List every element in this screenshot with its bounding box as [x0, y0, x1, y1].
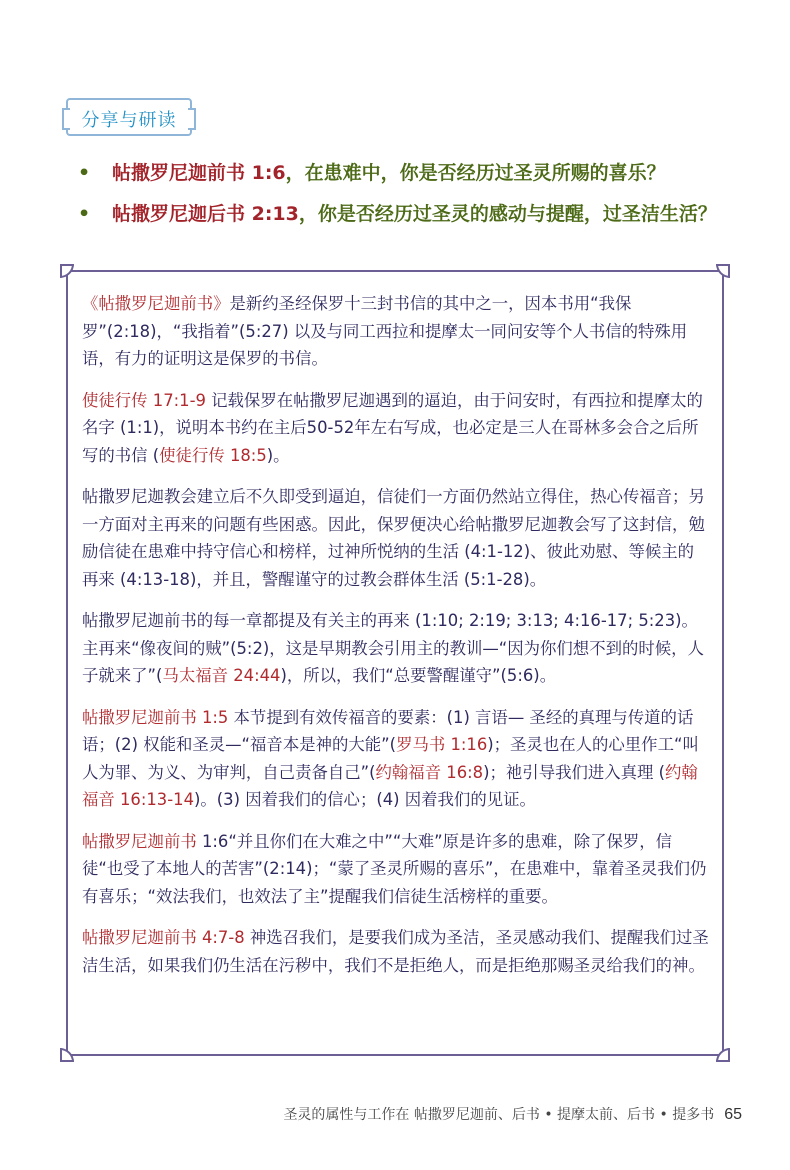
paragraph-background [82, 483, 710, 593]
paragraph-intro [82, 290, 710, 373]
scripture-reference: 帖撒罗尼迦前书 4:7-8 [82, 928, 245, 947]
paragraph-joy [82, 828, 710, 911]
paragraph-gospel-elements [82, 704, 710, 814]
commentary-content [82, 290, 710, 993]
bullet-icon: • [78, 162, 91, 184]
question-item [78, 158, 728, 189]
question-reference: 帖撒罗尼迦后书 2:13 [112, 203, 299, 225]
section-tab-label: 分享与研读 [81, 110, 177, 131]
scripture-reference: 帖撒罗尼迦前书 1:5 [82, 707, 229, 727]
footer-title: 圣灵的属性与工作在 帖撒罗尼迦前、后书 • 提摩太前、后书 • 提多书 [283, 1107, 715, 1123]
paragraph-text: )；圣灵也在人的心里作工“叫人为罪、为义、为审判，自己责备自己”( [82, 735, 699, 782]
paragraph-text: 神选召我们，是要我们成为圣洁，圣灵感动我们、提醒我们过圣洁生活，如果我们仍生活在污秽中，我们不是拒绝人，而是拒绝那赐圣灵给我们的神。 [82, 928, 709, 975]
scripture-reference: 马太福音 24:44 [162, 666, 281, 685]
frame-corner [716, 1048, 730, 1062]
commentary-box [66, 270, 724, 1056]
paragraph-holiness [82, 924, 710, 979]
frame-corner [60, 264, 74, 278]
page-footer [283, 1104, 742, 1124]
paragraph-text: 记载保罗在帖撒罗尼迦遇到的逼迫，由于问安时，有西拉和提摩太的名字 (1:1)，说明本书约在主后50-52年左右写成，也必定是三人在哥林多会合之后所写的书信 ( [82, 390, 703, 465]
paragraph-second-coming [82, 607, 710, 690]
paragraph-text: )。(3) 因着我们的信心；(4) 因着我们的见证。 [194, 790, 536, 809]
question-reference: 帖撒罗尼迦前书 1:6 [112, 162, 286, 184]
scripture-reference: 约翰福音 16:13-14 [82, 762, 698, 809]
paragraph-acts [82, 387, 710, 470]
frame-corner [716, 264, 730, 278]
paragraph-text: 是新约圣经保罗十三封书信的其中之一，因本书用“我保罗”(2:18)，“我指着”(5:27) 以及与同工西拉和提摩太一同问安等个人书信的特殊用语，有力的证明这是保罗的书信。 [82, 294, 688, 368]
bullet-icon: • [78, 203, 91, 225]
question-text: ，在患难中，你是否经历过圣灵所赐的喜乐？ [285, 162, 666, 184]
paragraph-text: )。 [266, 445, 290, 465]
section-tab [66, 98, 192, 136]
scripture-reference: 帖撒罗尼迦前书 [82, 831, 197, 851]
paragraph-text: )；祂引导我们进入真理 ( [483, 762, 666, 782]
question-text: ，你是否经历过圣灵的感动与提醒，过圣洁生活？ [298, 203, 717, 225]
question-item [78, 199, 728, 230]
scripture-reference: 约翰福音 16:8 [375, 762, 484, 782]
page-number: 65 [724, 1106, 742, 1123]
scripture-reference: 使徒行传 18:5 [159, 445, 267, 465]
frame-corner [60, 1048, 74, 1062]
paragraph-text: )，所以，我们“总要警醒谨守”(5:6)。 [280, 666, 557, 685]
book-title: 《帖撒罗尼迦前书》 [82, 294, 230, 313]
discussion-questions [78, 158, 728, 240]
paragraph-text: 帖撒罗尼迦教会建立后不久即受到逼迫，信徒们一方面仍然站立得住，热心传福音；另一方面对主再来的问题有些困惑。因此，保罗便决心给帖撒罗尼迦教会写了这封信，勉励信徒在患难中持守信心和榜样，过神所悦纳的生活 (4:1-12)、彼此劝慰、等候主的再来 (4:13-18)，并且，警醒谨守的过教会群体生活 (5:1-28)。 [82, 487, 705, 589]
paragraph-text: 帖撒罗尼迦前书的每一章都提及有关主的再来 (1:10; 2:19; 3:13; 4:16-17; 5:23)。主再来“像夜间的贼”(5:2)，这是早期教会引用主的教训—“因为你们想不到的时候，人子就来了”( [82, 611, 704, 685]
paragraph-text: 本节提到有效传福音的要素：(1) 言语— 圣经的真理与传道的话语；(2) 权能和圣灵—“福音本是神的大能”( [82, 707, 694, 754]
scripture-reference: 罗马书 1:16 [396, 735, 488, 754]
paragraph-text: 1:6“并且你们在大难之中”“大难”原是许多的患难，除了保罗，信徒“也受了本地人的苦害”(2:14)；“蒙了圣灵所赐的喜乐”，在患难中，靠着圣灵我们仍有喜乐；“效法我们，也效法了主”提醒我们信徒生活榜样的重要。 [82, 831, 707, 906]
scripture-reference: 使徒行传 17:1-9 [82, 390, 206, 410]
